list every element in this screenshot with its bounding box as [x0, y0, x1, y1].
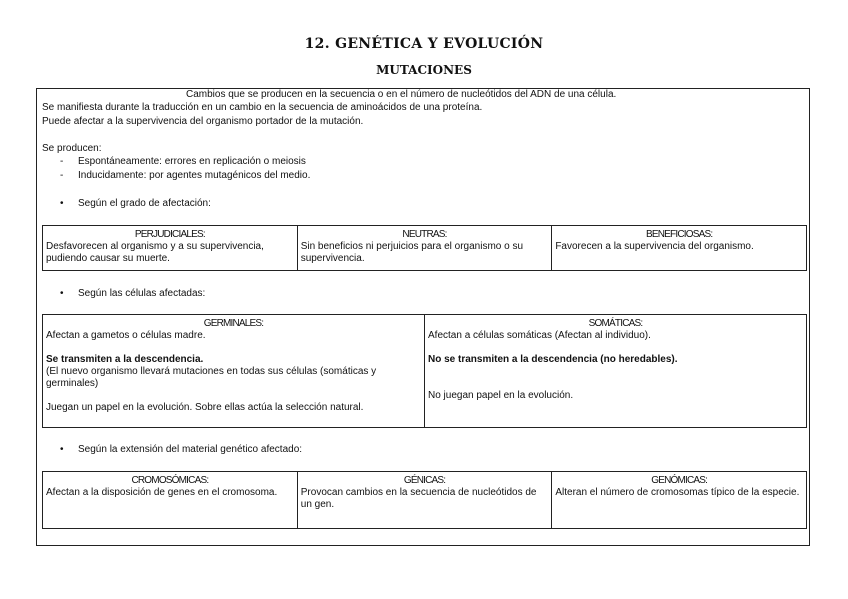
germinales-p2: Se transmiten a la descendencia.: [46, 354, 204, 365]
germinales-p3: (El nuevo organismo llevará mutaciones en todas sus células (somáticas y germinales): [46, 366, 377, 389]
section2-bullet: Según las células afectadas:: [78, 288, 206, 299]
somaticas-header: SOMÁTICAS:: [588, 318, 643, 329]
intro-line-1: Cambios que se producen en la secuencia o en el número de nucleótidos del ADN de una célula.: [186, 89, 617, 100]
germinales-header: GERMINALES:: [203, 318, 264, 329]
perjudiciales-header: PERJUDICIALES:: [134, 229, 205, 240]
somaticas-p2: No se transmiten a la descendencia (no heredables).: [428, 354, 678, 365]
germinales-cell: [43, 315, 425, 428]
genomicas-header: GENÓMICAS:: [651, 475, 708, 486]
intro-line-2: Se manifiesta durante la traducción en un cambio en la secuencia de aminoácidos de una proteína.: [42, 102, 483, 113]
dash-icon: -: [60, 170, 64, 181]
germinales-p4: Juegan un papel en la evolución. Sobre ellas actúa la selección natural.: [46, 402, 364, 413]
bullet-icon: •: [60, 288, 64, 299]
produce-heading: Se producen:: [42, 143, 102, 154]
dash-icon: -: [60, 156, 64, 167]
page-subtitle: MUTACIONES: [376, 63, 472, 77]
somaticas-p1: Afectan a células somáticas (Afectan al individuo).: [428, 330, 651, 341]
bullet-icon: •: [60, 198, 64, 209]
genomicas-cell: [552, 472, 807, 529]
genomicas-text: Alteran el número de cromosomas típico de la especie.: [555, 487, 800, 498]
intro-line-3: Puede afectar a la supervivencia del organismo portador de la mutación.: [42, 116, 364, 127]
perjudiciales-text: Desfavorecen al organismo y a su supervivencia, pudiendo causar su muerte.: [46, 241, 264, 264]
bullet-icon: •: [60, 444, 64, 455]
genicas-header: GÉNICAS:: [403, 475, 446, 486]
produce-item: Inducidamente: por agentes mutagénicos del medio.: [78, 170, 311, 181]
affectation-table: [42, 225, 807, 271]
neutras-header: NEUTRAS:: [402, 229, 447, 240]
cromosomicas-cell: [43, 472, 298, 529]
cromosomicas-header: CROMOSÓMICAS:: [131, 475, 209, 486]
produce-item: Espontáneamente: errores en replicación o meiosis: [78, 156, 306, 167]
genicas-cell: [297, 472, 552, 529]
beneficiosas-cell: [552, 226, 807, 271]
germinales-p1: Afectan a gametos o células madre.: [46, 330, 206, 341]
cromosomicas-text: Afectan a la disposición de genes en el cromosoma.: [46, 487, 278, 498]
beneficiosas-header: BENEFICIOSAS:: [646, 229, 713, 240]
extension-table: [42, 471, 807, 529]
somaticas-cell: [425, 315, 807, 428]
section1-bullet: Según el grado de afectación:: [78, 198, 211, 209]
neutras-text: Sin beneficios ni perjuicios para el organismo o su supervivencia.: [300, 241, 524, 264]
somaticas-p3: No juegan papel en la evolución.: [428, 390, 574, 401]
section3-bullet: Según la extensión del material genético afectado:: [78, 444, 303, 455]
genicas-text: Provocan cambios en la secuencia de nucleótidos de un gen.: [300, 487, 537, 510]
page-title: 12. GENÉTICA Y EVOLUCIÓN: [304, 36, 544, 52]
beneficiosas-text: Favorecen a la supervivencia del organismo.: [555, 241, 754, 252]
perjudiciales-cell: [43, 226, 298, 271]
cells-table: [42, 314, 807, 428]
neutras-cell: [297, 226, 552, 271]
